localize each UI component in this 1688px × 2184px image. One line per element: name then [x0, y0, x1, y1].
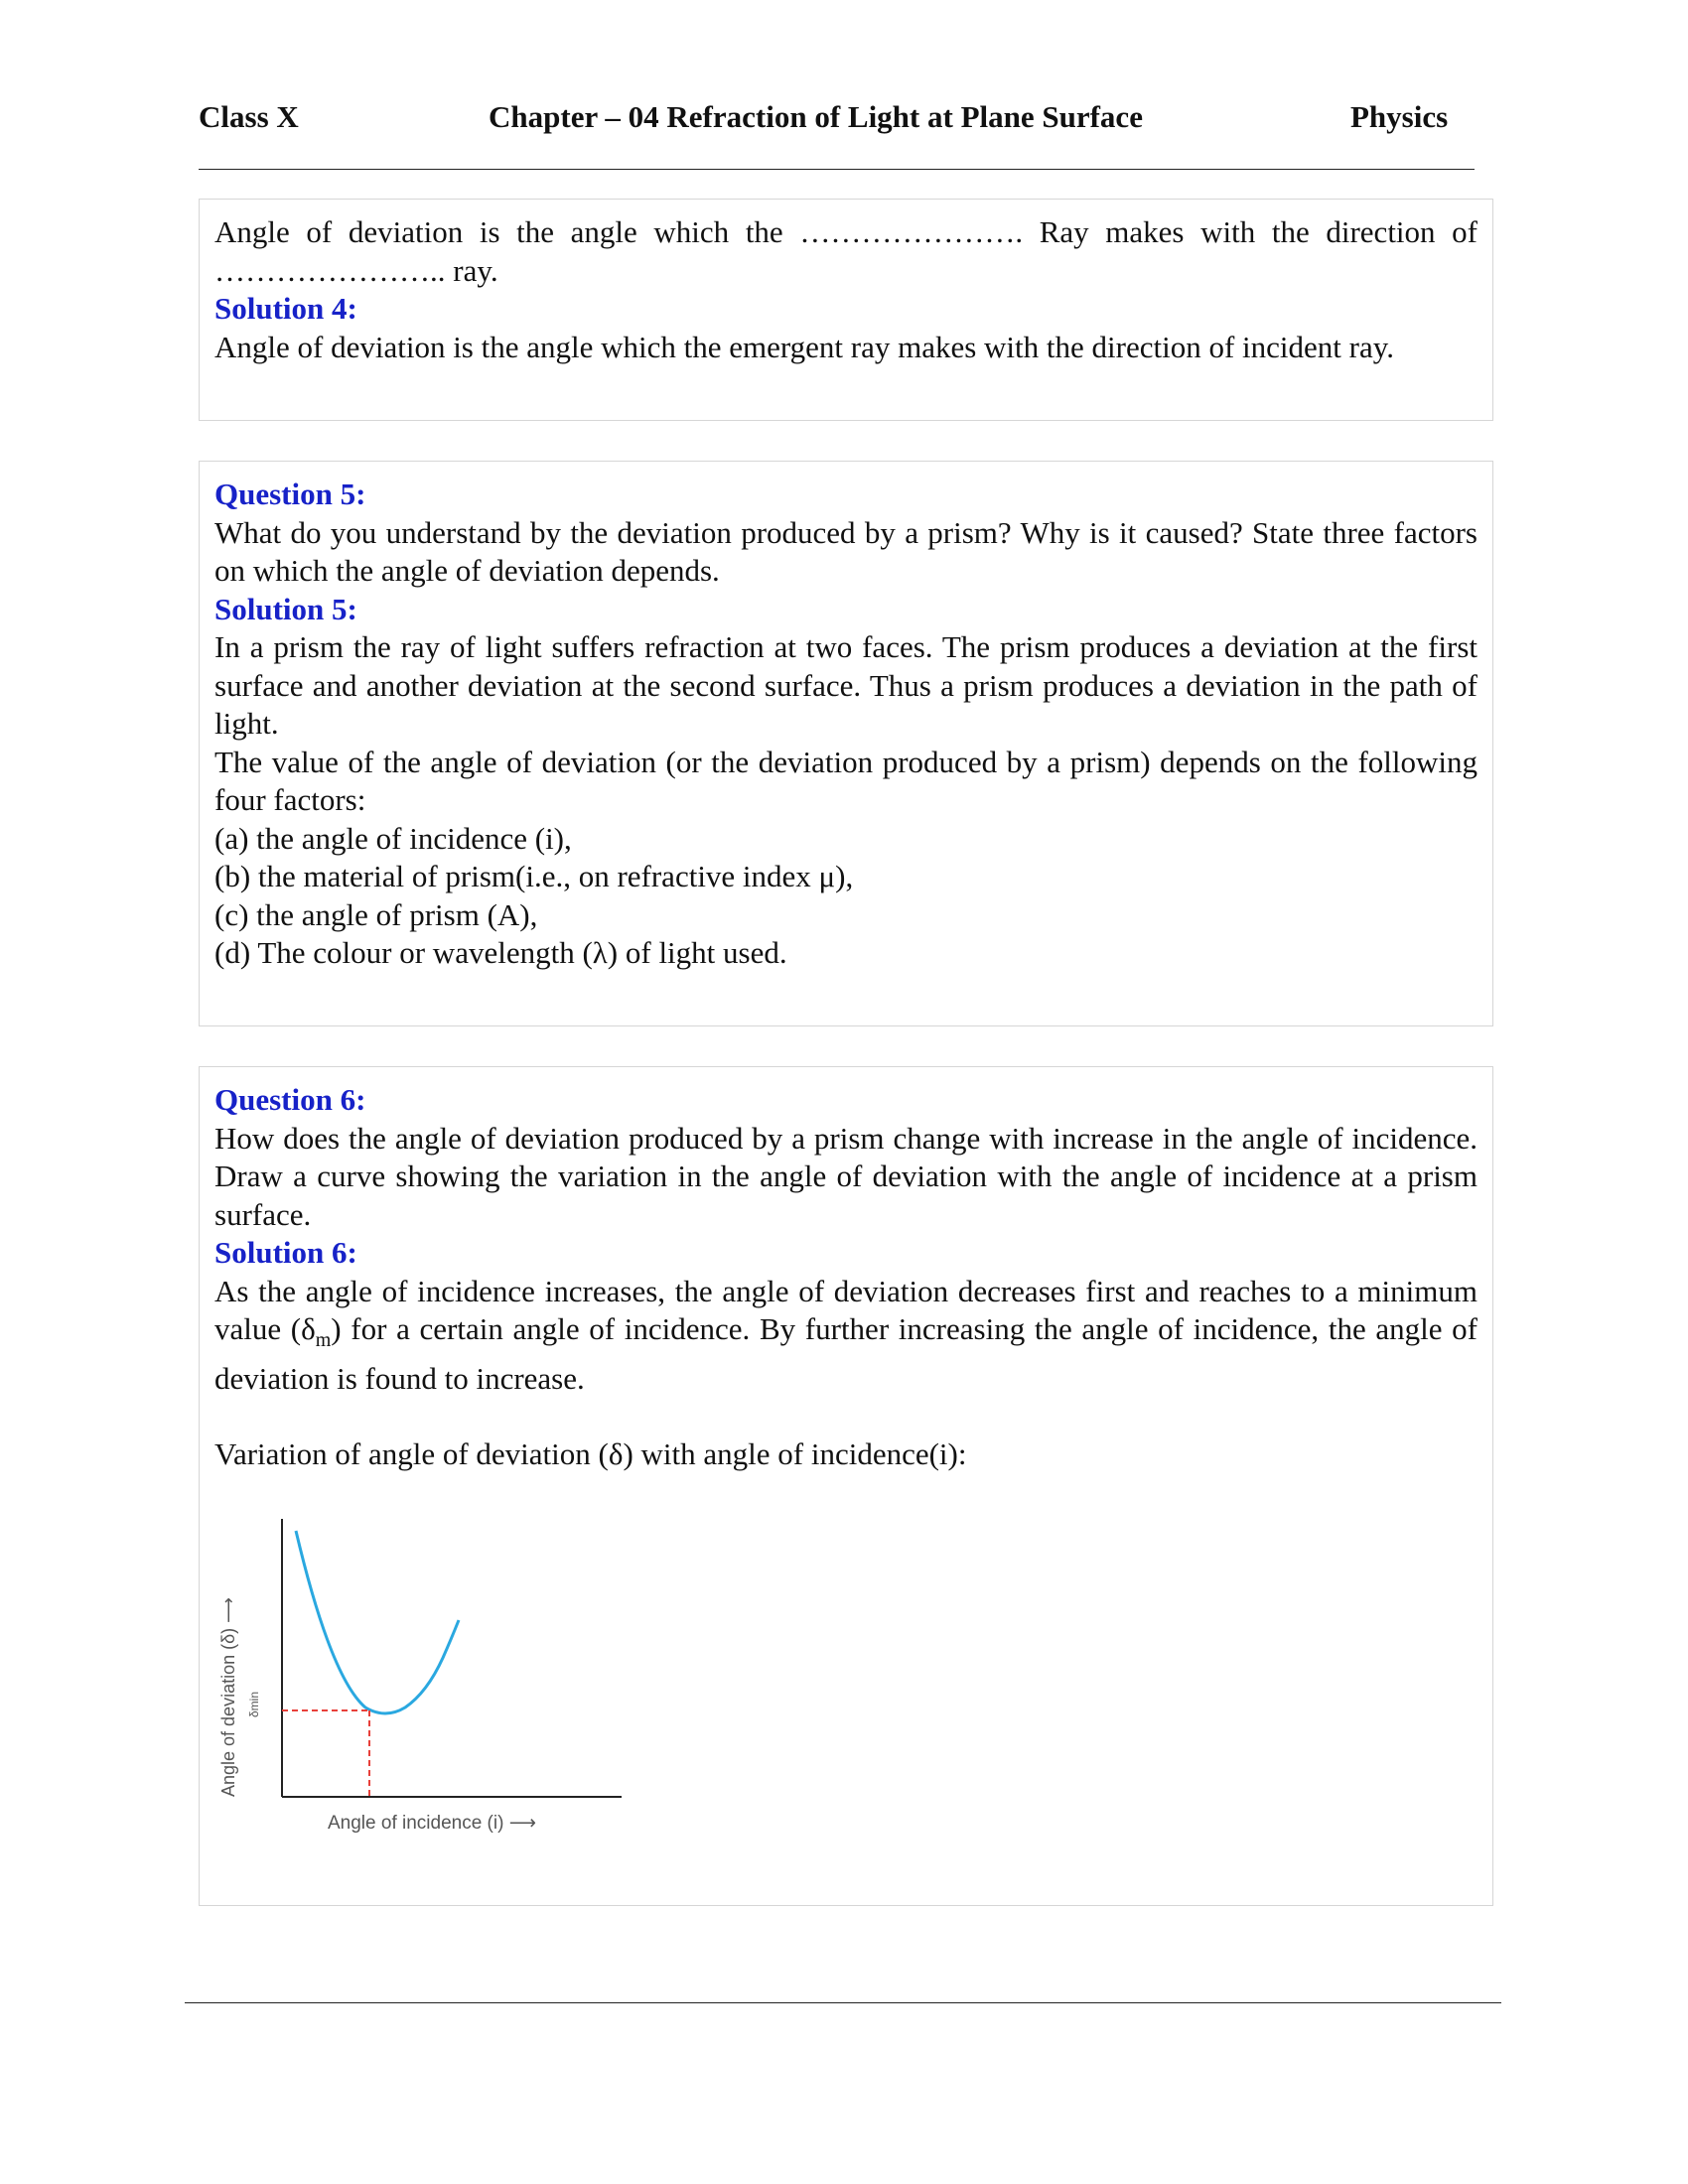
solution-5-label: Solution 5:: [214, 591, 357, 626]
question-4-box: [199, 199, 1493, 421]
variation-caption: Variation of angle of deviation (δ) with angle of incidence(i):: [214, 1436, 967, 1472]
solution-4-text: Angle of deviation is the angle which the emergent ray makes with the direction of incident ray.: [214, 329, 1394, 364]
solution-5-paragraph-2: The value of the angle of deviation (or the deviation produced by a prism) depends on the following four factors:: [214, 744, 1477, 817]
header-class: Class X: [199, 99, 299, 134]
solution-6-text-a: As the angle of incidence increases, the angle of deviation decreases first and reaches to a minimum value (δ: [214, 1273, 1477, 1346]
header-divider: [199, 169, 1475, 170]
question-5-label: Question 5:: [214, 477, 366, 511]
factor-item-c: (c) the angle of prism (A),: [214, 896, 538, 932]
solution-5-paragraph-1: In a prism the ray of light suffers refraction at two faces. The prism produces a deviation at the first surface and another deviation at the second surface. Thus a prism produces a deviation in the path of light.: [214, 629, 1477, 741]
deviation-graph: [216, 1509, 633, 1837]
solution-4-label: Solution 4:: [214, 291, 357, 326]
solution-6-text-b: ) for a certain angle of incidence. By further increasing the angle of incidence, the angle of deviation is found to increase.: [214, 1311, 1477, 1396]
factor-item-d: (d) The colour or wavelength (λ) of light used.: [214, 935, 787, 970]
factor-item-b: (b) the material of prism(i.e., on refractive index μ),: [214, 859, 854, 893]
solution-6-text: [214, 1273, 1477, 1399]
solution-6-label: Solution 6:: [214, 1235, 357, 1270]
x-axis-label: Angle of incidence (i) ⟶: [328, 1813, 536, 1834]
delta-subscript: m: [315, 1329, 332, 1352]
question-4-text: Angle of deviation is the angle which the …………………. Ray makes with the direction of ………………….. ray.: [214, 214, 1477, 288]
header-chapter-title: Chapter – 04 Refraction of Light at Plane Surface: [489, 99, 1143, 134]
y-axis-label: Angle of deviation (δ) ⟶: [218, 1597, 238, 1797]
question-5-text: What do you understand by the deviation produced by a prism? Why is it caused? State three factors on which the angle of deviation depends.: [214, 514, 1477, 588]
deviation-curve: [296, 1531, 459, 1713]
footer-divider: [185, 2002, 1501, 2003]
question-5-box: [199, 461, 1493, 1026]
factor-item-a: (a) the angle of incidence (i),: [214, 820, 572, 856]
question-6-label: Question 6:: [214, 1082, 366, 1117]
question-6-text: How does the angle of deviation produced by a prism change with increase in the angle of incidence. Draw a curve showing the variation in the angle of deviation with the angle of incidence at a prism surface.: [214, 1120, 1477, 1232]
header-subject: Physics: [1350, 99, 1449, 134]
delta-min-label: δmin: [247, 1691, 261, 1717]
